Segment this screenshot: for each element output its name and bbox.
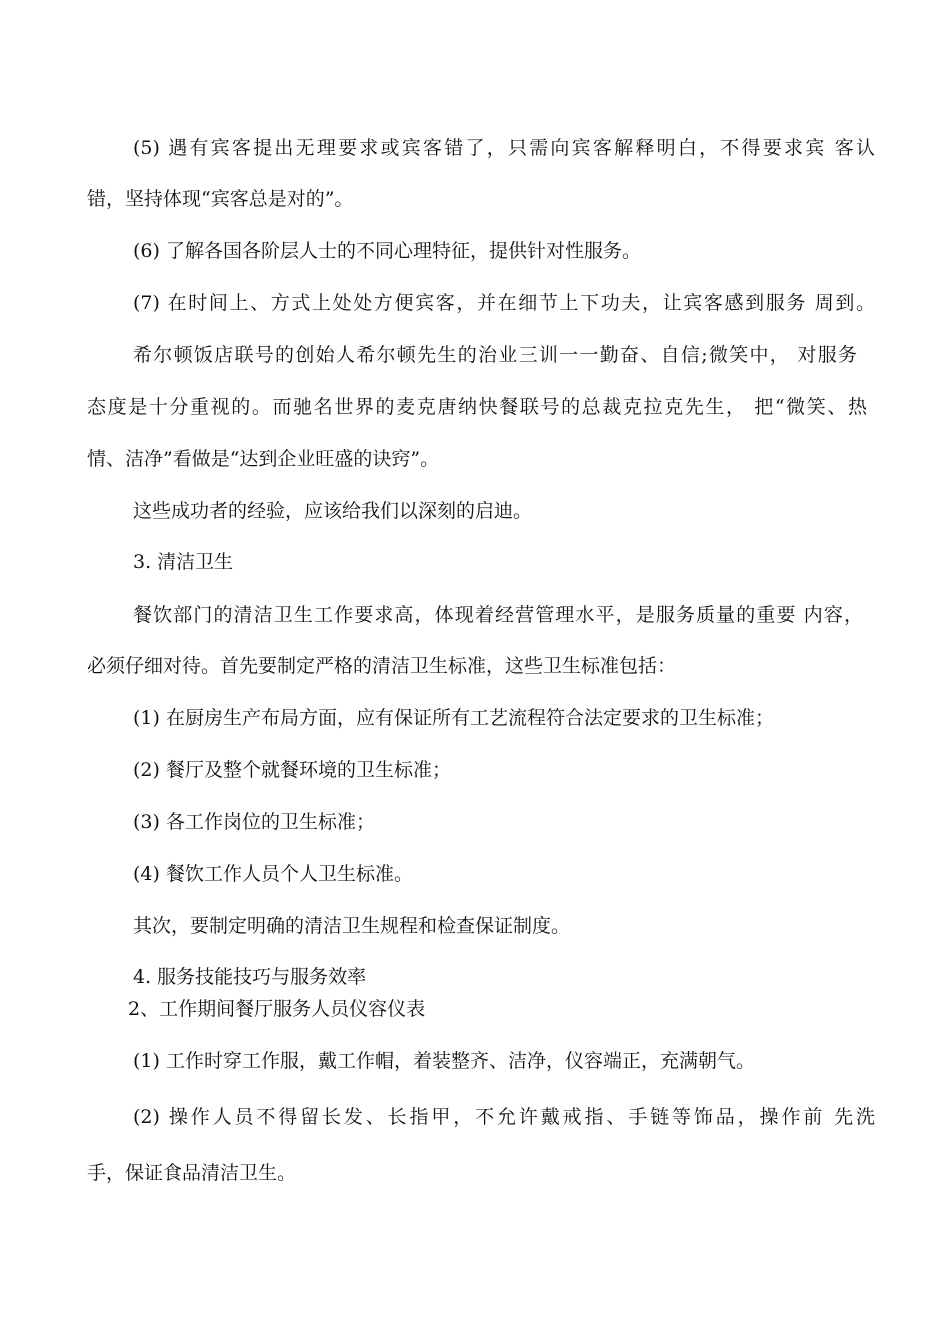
text-line-5: 希尔顿饭店联号的创始人希尔顿先生的治业三训一一勤奋、自信;微笑中， 对服务 bbox=[133, 344, 857, 366]
text-line-21: 手，保证食品清洁卫生。 bbox=[87, 1162, 297, 1184]
text-line-12: (1) 在厨房生产布局方面，应有保证所有工艺流程符合法定要求的卫生标准； bbox=[133, 707, 774, 729]
text-line-16: 其次，要制定明确的清洁卫生规程和检查保证制度。 bbox=[133, 915, 571, 937]
section-heading-3: 3. 清洁卫生 bbox=[133, 551, 234, 573]
section-heading-4: 4. 服务技能技巧与服务效率 bbox=[133, 966, 367, 988]
text-line-13: (2) 餐厅及整个就餐环境的卫生标准； bbox=[133, 759, 451, 781]
text-line-6: 态度是十分重视的。而驰名世界的麦克唐纳快餐联号的总裁克拉克先生， 把“微笑、热 bbox=[87, 396, 867, 418]
text-line-7: 情、洁净”看做是“达到企业旺盛的诀窍”。 bbox=[87, 448, 440, 470]
text-line-14: (3) 各工作岗位的卫生标准； bbox=[133, 811, 375, 833]
text-line-11: 必须仔细对待。首先要制定严格的清洁卫生标准，这些卫生标准包括： bbox=[87, 655, 677, 677]
text-line-10: 餐饮部门的清洁卫生工作要求高，体现着经营管理水平，是服务质量的重要 内容， bbox=[133, 604, 863, 626]
section-heading-2: 2、工作期间餐厅服务人员仪容仪表 bbox=[128, 998, 426, 1020]
text-line-20: (2) 操作人员不得留长发、长指甲，不允许戴戒指、手链等饰品，操作前 先洗 bbox=[133, 1106, 875, 1128]
text-line-19: (1) 工作时穿工作服，戴工作帽，着装整齐、洁净，仪容端正，充满朝气。 bbox=[133, 1050, 755, 1072]
text-line-15: (4) 餐饮工作人员个人卫生标准。 bbox=[133, 863, 413, 885]
text-line-3: (6) 了解各国各阶层人士的不同心理特征，提供针对性服务。 bbox=[133, 240, 641, 262]
text-line-8: 这些成功者的经验，应该给我们以深刻的启迪。 bbox=[133, 500, 533, 522]
text-line-2: 错，坚持体现“宾客总是对的”。 bbox=[87, 188, 354, 210]
text-line-4: (7) 在时间上、方式上处处方便宾客，并在细节上下功夫，让宾客感到服务 周到。 bbox=[133, 292, 875, 314]
text-line-1: (5) 遇有宾客提出无理要求或宾客错了，只需向宾客解释明白，不得要求宾 客认 bbox=[133, 137, 875, 159]
